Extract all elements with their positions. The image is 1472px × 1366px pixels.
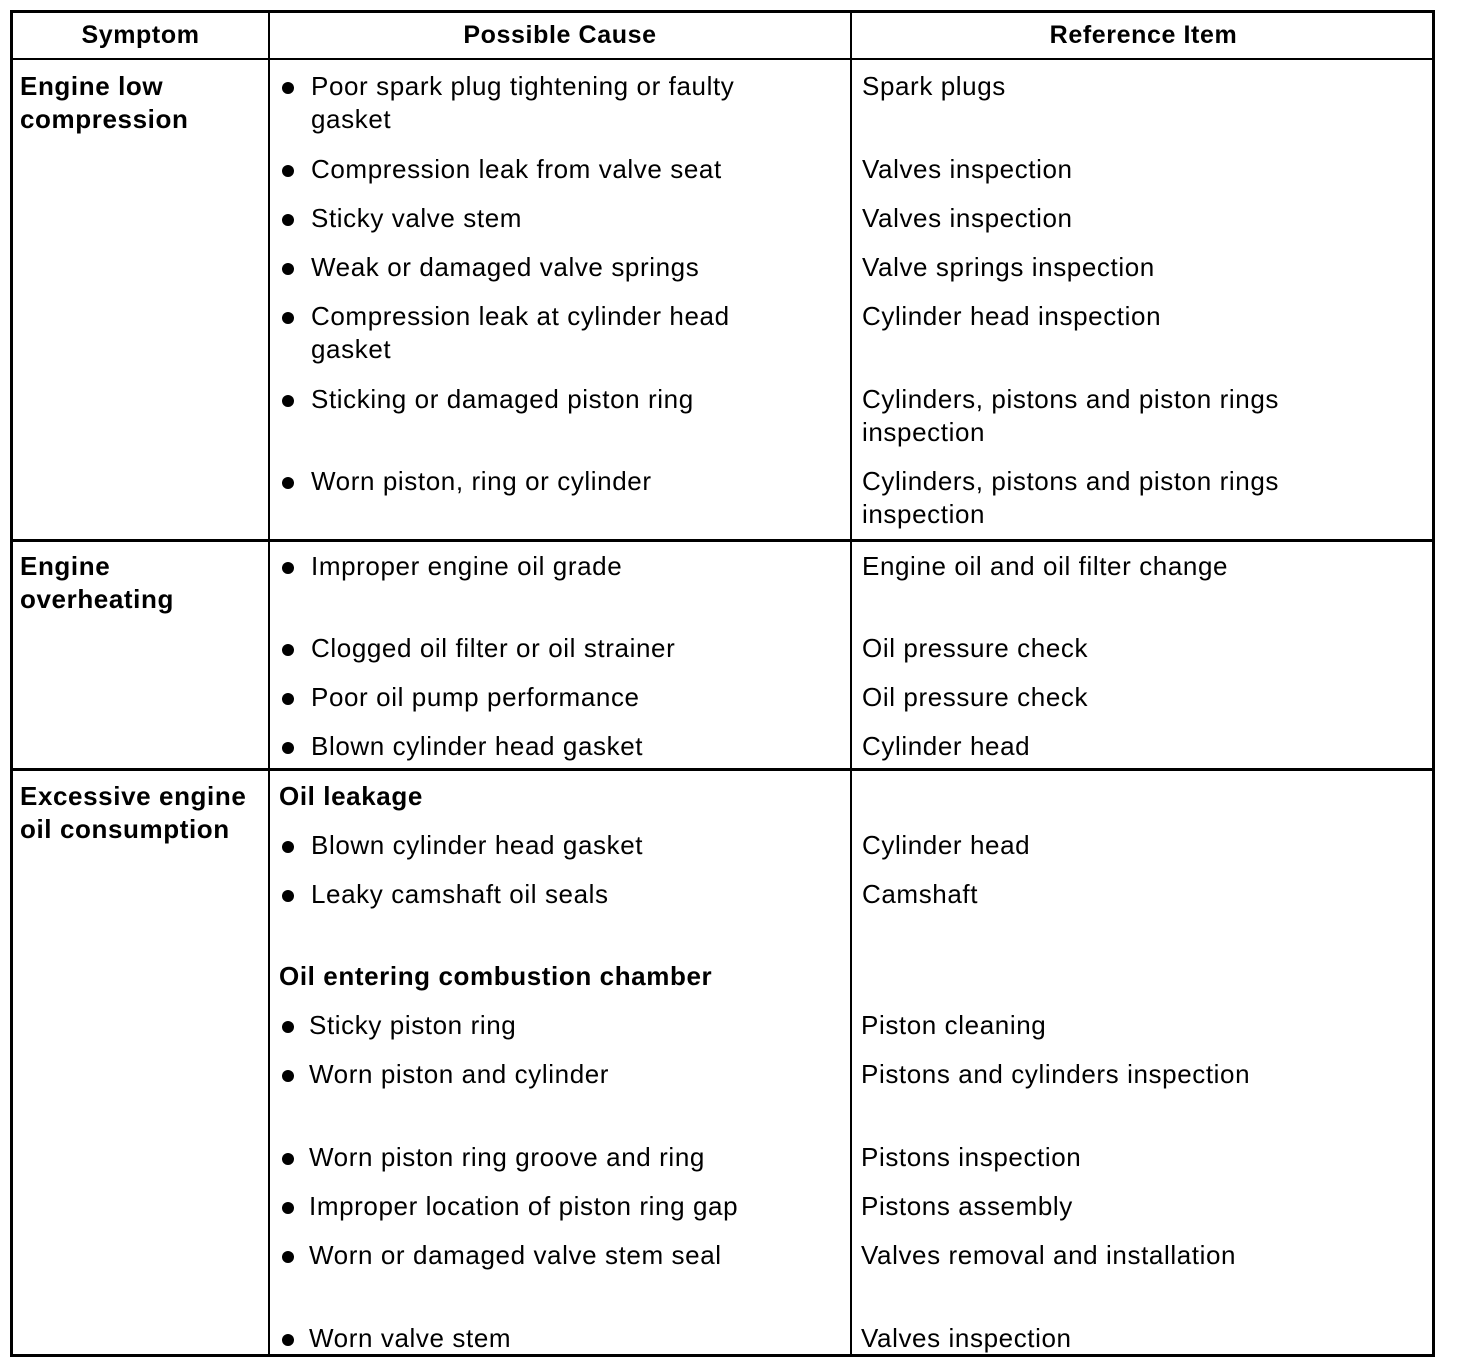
cause-text: Blown cylinder head gasket bbox=[311, 830, 644, 860]
bullet-icon bbox=[282, 477, 294, 489]
bullet-icon bbox=[282, 165, 294, 177]
bullet-icon bbox=[282, 562, 294, 574]
bullet-icon bbox=[282, 1202, 294, 1214]
symptom-label: Engine low bbox=[20, 71, 164, 101]
header-symptom: Symptom bbox=[81, 21, 200, 49]
reference-text: Cylinders, pistons and piston rings bbox=[862, 384, 1279, 414]
cause-text: gasket bbox=[311, 104, 392, 134]
cause-text: Clogged oil filter or oil strainer bbox=[311, 633, 676, 663]
symptom-label: Excessive engine bbox=[20, 781, 247, 811]
bullet-icon bbox=[282, 1070, 294, 1082]
reference-text: Valves removal and installation bbox=[861, 1240, 1237, 1270]
bullet-icon bbox=[282, 1021, 294, 1033]
reference-text: Piston cleaning bbox=[861, 1010, 1047, 1040]
column-divider bbox=[268, 13, 270, 1354]
cause-text: Worn piston, ring or cylinder bbox=[311, 466, 652, 496]
cause-text: Improper engine oil grade bbox=[311, 551, 623, 581]
section-divider bbox=[13, 539, 1432, 542]
reference-text: Cylinder head bbox=[862, 731, 1031, 761]
cause-text: Compression leak at cylinder head bbox=[311, 301, 730, 331]
cause-text: Worn piston and cylinder bbox=[309, 1059, 610, 1089]
symptom-label: compression bbox=[20, 104, 189, 134]
column-divider bbox=[850, 13, 852, 1354]
bullet-icon bbox=[282, 82, 294, 94]
group-title: Oil entering combustion chamber bbox=[279, 961, 713, 991]
bullet-icon bbox=[282, 312, 294, 324]
cause-text: Sticky valve stem bbox=[311, 203, 523, 233]
reference-text: inspection bbox=[862, 417, 986, 447]
cause-text: gasket bbox=[311, 334, 392, 364]
symptom-label: Engine bbox=[20, 551, 111, 581]
header-reference-item: Reference Item bbox=[1049, 21, 1238, 49]
bullet-icon bbox=[282, 1251, 294, 1263]
cause-text: Compression leak from valve seat bbox=[311, 154, 722, 184]
bullet-icon bbox=[282, 1334, 294, 1346]
reference-text: Camshaft bbox=[862, 879, 979, 909]
reference-text: Pistons inspection bbox=[861, 1142, 1082, 1172]
bullet-icon bbox=[282, 742, 294, 754]
reference-text: Cylinder head bbox=[862, 830, 1031, 860]
cause-text: Worn or damaged valve stem seal bbox=[309, 1240, 722, 1270]
reference-text: inspection bbox=[862, 499, 986, 529]
reference-text: Cylinders, pistons and piston rings bbox=[862, 466, 1279, 496]
cause-text: Poor oil pump performance bbox=[311, 682, 640, 712]
cause-text: Sticky piston ring bbox=[309, 1010, 517, 1040]
bullet-icon bbox=[282, 890, 294, 902]
bullet-icon bbox=[282, 395, 294, 407]
reference-text: Oil pressure check bbox=[862, 682, 1089, 712]
reference-text: Pistons and cylinders inspection bbox=[861, 1059, 1251, 1089]
cause-text: Worn valve stem bbox=[309, 1323, 512, 1353]
cause-text: Sticking or damaged piston ring bbox=[311, 384, 694, 414]
reference-text: Valves inspection bbox=[862, 203, 1073, 233]
reference-text: Valves inspection bbox=[861, 1323, 1072, 1353]
reference-text: Engine oil and oil filter change bbox=[862, 551, 1229, 581]
group-title: Oil leakage bbox=[279, 781, 423, 811]
bullet-icon bbox=[282, 214, 294, 226]
section-divider bbox=[13, 768, 1432, 771]
reference-text: Cylinder head inspection bbox=[862, 301, 1162, 331]
cause-text: Poor spark plug tightening or faulty bbox=[311, 71, 735, 101]
cause-text: Blown cylinder head gasket bbox=[311, 731, 644, 761]
bullet-icon bbox=[282, 263, 294, 275]
cause-text: Improper location of piston ring gap bbox=[309, 1191, 739, 1221]
symptom-label: oil consumption bbox=[20, 814, 230, 844]
reference-text: Spark plugs bbox=[862, 71, 1006, 101]
cause-text: Weak or damaged valve springs bbox=[311, 252, 700, 282]
bullet-icon bbox=[282, 841, 294, 853]
cause-text: Leaky camshaft oil seals bbox=[311, 879, 609, 909]
bullet-icon bbox=[282, 1153, 294, 1165]
symptom-label: overheating bbox=[20, 584, 174, 614]
header-possible-cause: Possible Cause bbox=[463, 21, 657, 49]
header-divider bbox=[13, 58, 1432, 60]
reference-text: Pistons assembly bbox=[861, 1191, 1073, 1221]
reference-text: Valves inspection bbox=[862, 154, 1073, 184]
reference-text: Valve springs inspection bbox=[862, 252, 1155, 282]
cause-text: Worn piston ring groove and ring bbox=[309, 1142, 705, 1172]
reference-text: Oil pressure check bbox=[862, 633, 1089, 663]
bullet-icon bbox=[282, 644, 294, 656]
troubleshooting-table bbox=[10, 10, 1435, 1357]
bullet-icon bbox=[282, 693, 294, 705]
